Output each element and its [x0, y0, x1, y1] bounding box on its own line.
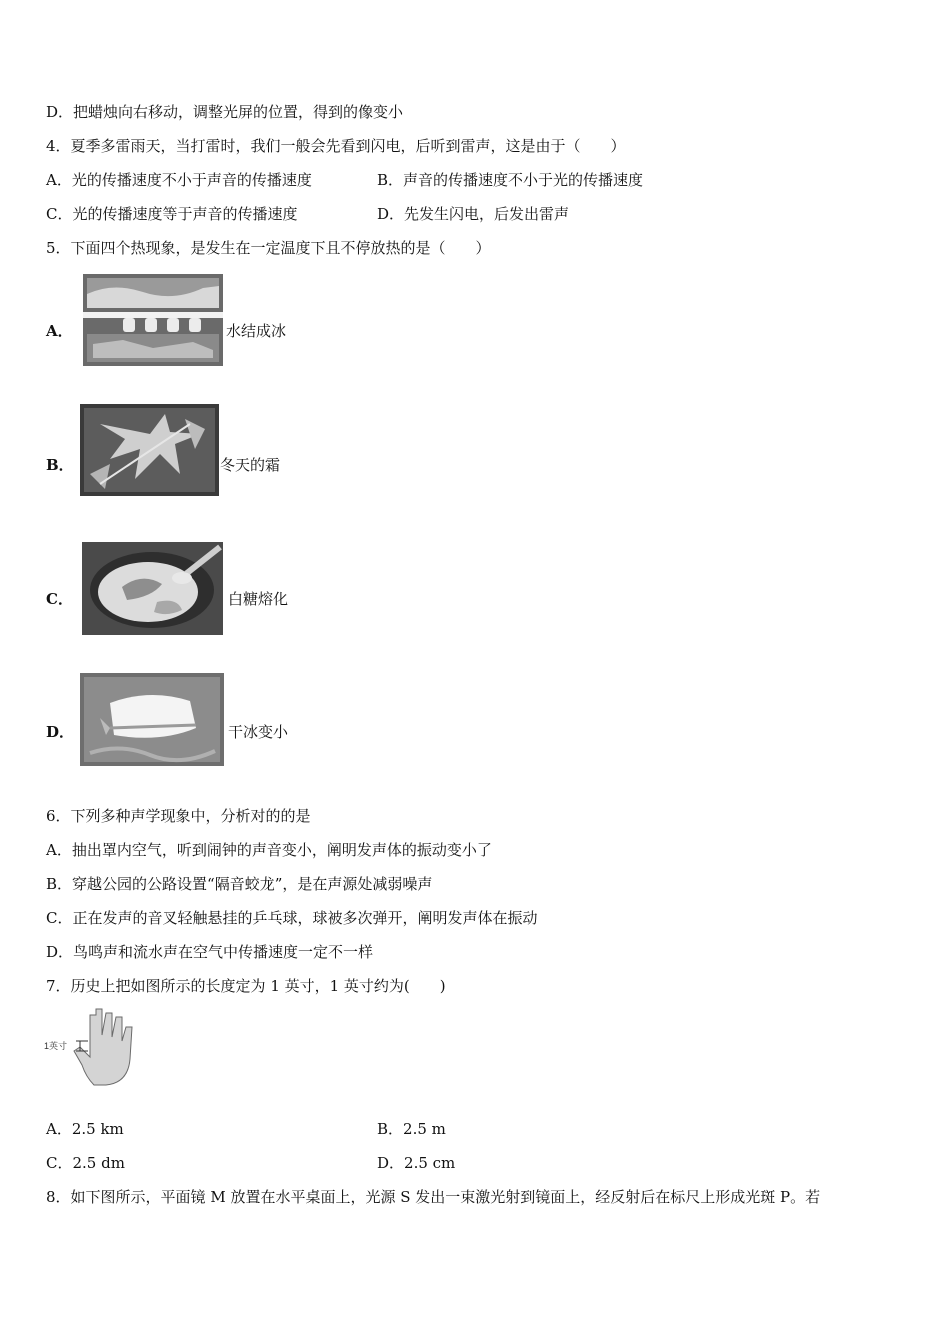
q8-stem: 8．如下图所示，平面镜 M 放置在水平桌面上，光源 S 发出一束激光射到镜面上，经反射后在标尺上形成光斑 P。若 — [46, 1188, 821, 1206]
q5-option-a-caption: 水结成冰 — [226, 322, 287, 340]
q6-stem: 6．下列多种声学现象中，分析对的的是 — [46, 807, 311, 825]
q5-option-b-caption: 冬天的霜 — [220, 456, 281, 474]
sugar-photo — [82, 542, 223, 635]
q4-option-d: D．先发生闪电，后发出雷声 — [377, 205, 570, 223]
dry-ice-photo — [80, 673, 224, 766]
q5-option-c-label: C． — [46, 590, 73, 608]
q4-option-b: B．声音的传播速度不小于光的传播速度 — [377, 171, 644, 189]
q4-option-c: C．光的传播速度等于声音的传播速度 — [46, 205, 298, 223]
q7-option-d: D．2.5 cm — [377, 1154, 456, 1172]
q7-figure-label: 1英寸 — [44, 1041, 68, 1051]
q7-option-b: B．2.5 m — [377, 1120, 446, 1138]
q6-option-b: B．穿越公园的公路设置“隔音蛟龙”，是在声源处减弱噪声 — [46, 875, 433, 893]
ice-photo — [83, 274, 223, 366]
q6-option-d: D．鸟鸣声和流水声在空气中传播速度一定不一样 — [46, 943, 374, 961]
q6-option-c: C．正在发声的音叉轻触悬挂的乒乓球，球被多次弹开，阐明发声体在振动 — [46, 909, 538, 927]
q4-stem: 4．夏季多雷雨天，当打雷时，我们一般会先看到闪电，后听到雷声，这是由于（ ） — [46, 137, 626, 155]
hand-inch-figure — [44, 1005, 139, 1087]
frost-photo — [80, 404, 219, 496]
q5-option-c-caption: 白糖熔化 — [228, 590, 289, 608]
q7-option-a: A．2.5 km — [46, 1120, 124, 1138]
q7-stem: 7．历史上把如图所示的长度定为 1 英寸，1 英寸约为( ) — [46, 977, 446, 995]
q5-option-d-label: D． — [46, 723, 75, 741]
q4-option-a: A．光的传播速度不小于声音的传播速度 — [46, 171, 312, 189]
q5-stem: 5．下面四个热现象，是发生在一定温度下且不停放热的是（ ） — [46, 239, 491, 257]
q6-option-a: A．抽出罩内空气，听到闹钟的声音变小，阐明发声体的振动变小了 — [46, 841, 492, 859]
q5-option-a-label: A． — [46, 322, 73, 340]
q5-option-b-label: B． — [46, 456, 74, 474]
q7-option-c: C．2.5 dm — [46, 1154, 125, 1172]
q5-option-d-caption: 干冰变小 — [228, 723, 289, 741]
q3-option-d: D．把蜡烛向右移动，调整光屏的位置，得到的像变小 — [46, 103, 404, 121]
